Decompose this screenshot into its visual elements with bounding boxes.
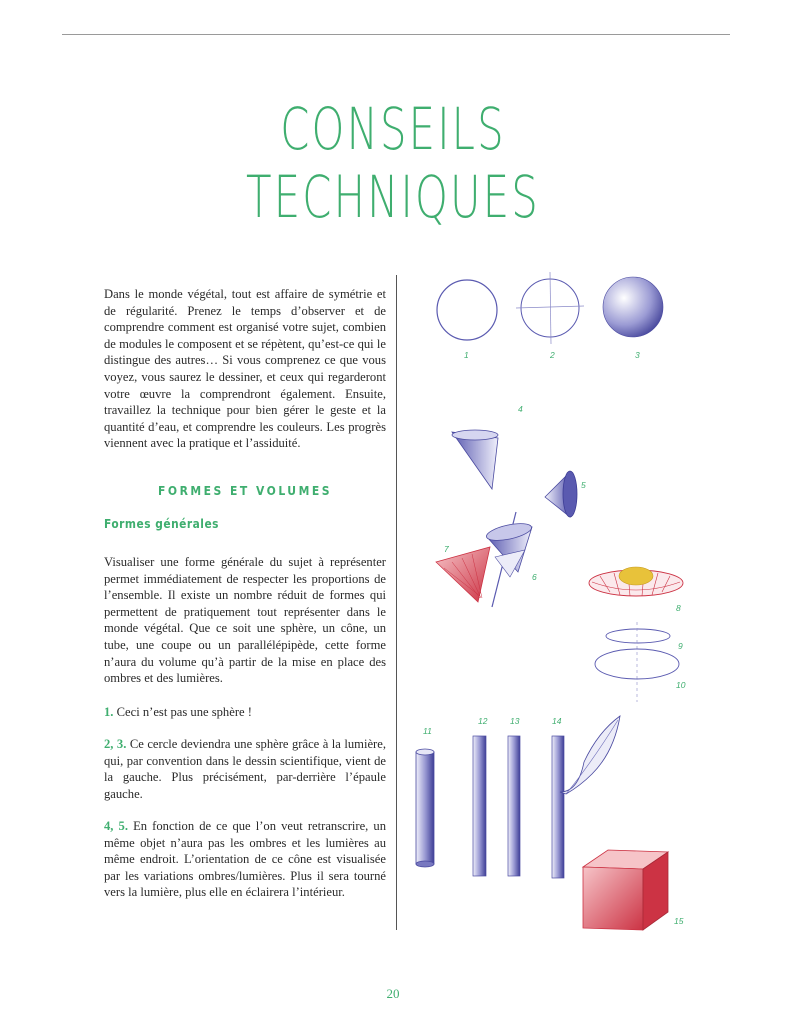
shapes-illustration xyxy=(400,262,730,942)
figure-label-5: 5 xyxy=(581,480,586,490)
note-1-number: 1. xyxy=(104,705,114,719)
figure-label-15: 15 xyxy=(674,916,684,926)
figure-13-tube xyxy=(508,736,520,876)
top-rule xyxy=(62,34,730,35)
figure-label-12: 12 xyxy=(478,716,488,726)
page-title-line1: CONSEILS xyxy=(280,95,506,163)
figure-4-cone xyxy=(452,430,498,489)
note-4-5-number: 4, 5. xyxy=(104,819,128,833)
figure-5-cone xyxy=(545,471,577,517)
figure-label-9: 9 xyxy=(678,641,683,651)
figure-label-7: 7 xyxy=(444,544,449,554)
figure-1-circle xyxy=(437,280,497,340)
note-2-3 xyxy=(104,736,386,802)
note-1 xyxy=(104,704,386,721)
forms-paragraph: Visualiser une forme générale du sujet à représenter permet immédiatement de respecter les proportions de l’ensemble. Il existe un nombre réduit de formes qui permettent de pratiquement tout représenter dans le monde végétal. Que ce soit une sphère, un cône, un tube, une coupe ou un parallélépipède, cette forme n’aura du volume qu’à partir de la mise en place des ombres et des lumières. xyxy=(104,555,386,686)
intro-paragraph: Dans le monde végétal, tout est affaire de symétrie et de régularité. Prenez le temps d’observer et de comprendre comment est organisé votre sujet, combien de modules le composent et se répètent, qu’est-ce qui le distingue des autres… Si vous comprenez ce que vous voyez, vous saurez le dessiner, et ceux qui regarderont votre œuvre la comprendront également. Ensuite, travaillez la technique pour bien gérer le geste et la quantité d’eau, et comprendre les couleurs. Les progrès viennent avec la pratique et l’assiduité. xyxy=(104,287,386,451)
page-title-line2: TECHNIQUES xyxy=(246,163,540,231)
figure-label-1: 1 xyxy=(464,350,469,360)
figure-label-10: 10 xyxy=(676,680,686,690)
figure-label-11: 11 xyxy=(423,726,432,736)
section-heading: FORMES ET VOLUMES xyxy=(158,484,332,498)
figure-11-tube xyxy=(416,749,434,867)
figure-12-tube xyxy=(473,736,486,876)
note-4-5 xyxy=(104,818,386,901)
figure-label-2: 2 xyxy=(550,350,555,360)
note-4-5-text: En fonction de ce que l’on veut retranscrire, un même objet n’aura pas les ombres et les lumières au même endroit. L’orientation de ce cône est visualisée par les variations ombres/lumières. Plus il sera tourné vers la lumière, plus elle en éclairera l’intérieur. xyxy=(104,819,387,900)
figure-9-ellipse xyxy=(606,629,670,643)
figure-15-cube xyxy=(583,850,668,930)
note-2-3-text: Ce cercle deviendra une sphère grâce à la lumière, qui, par convention dans le dessin scientifique, vient de la gauche. Plus précisément, par-derrière l’épaule gauche. xyxy=(104,737,386,801)
figure-label-6: 6 xyxy=(532,572,537,582)
figure-label-8: 8 xyxy=(676,603,681,613)
figure-label-14: 14 xyxy=(552,716,562,726)
note-2-3-number: 2, 3. xyxy=(104,737,127,751)
figure-2-circle-construction xyxy=(516,272,584,344)
figure-label-13: 13 xyxy=(510,716,520,726)
subheading: Formes générales xyxy=(104,516,220,531)
page-number: 20 xyxy=(386,986,400,1001)
figure-label-4: 4 xyxy=(518,404,523,414)
figure-6-cone-stem xyxy=(485,512,533,607)
column-divider xyxy=(396,275,397,930)
figure-3-sphere xyxy=(603,277,663,337)
figure-8-daisy xyxy=(589,567,683,596)
note-1-text: Ceci n’est pas une sphère ! xyxy=(116,705,252,719)
figure-7-petal-cone xyxy=(436,547,490,602)
figure-label-3: 3 xyxy=(635,350,640,360)
